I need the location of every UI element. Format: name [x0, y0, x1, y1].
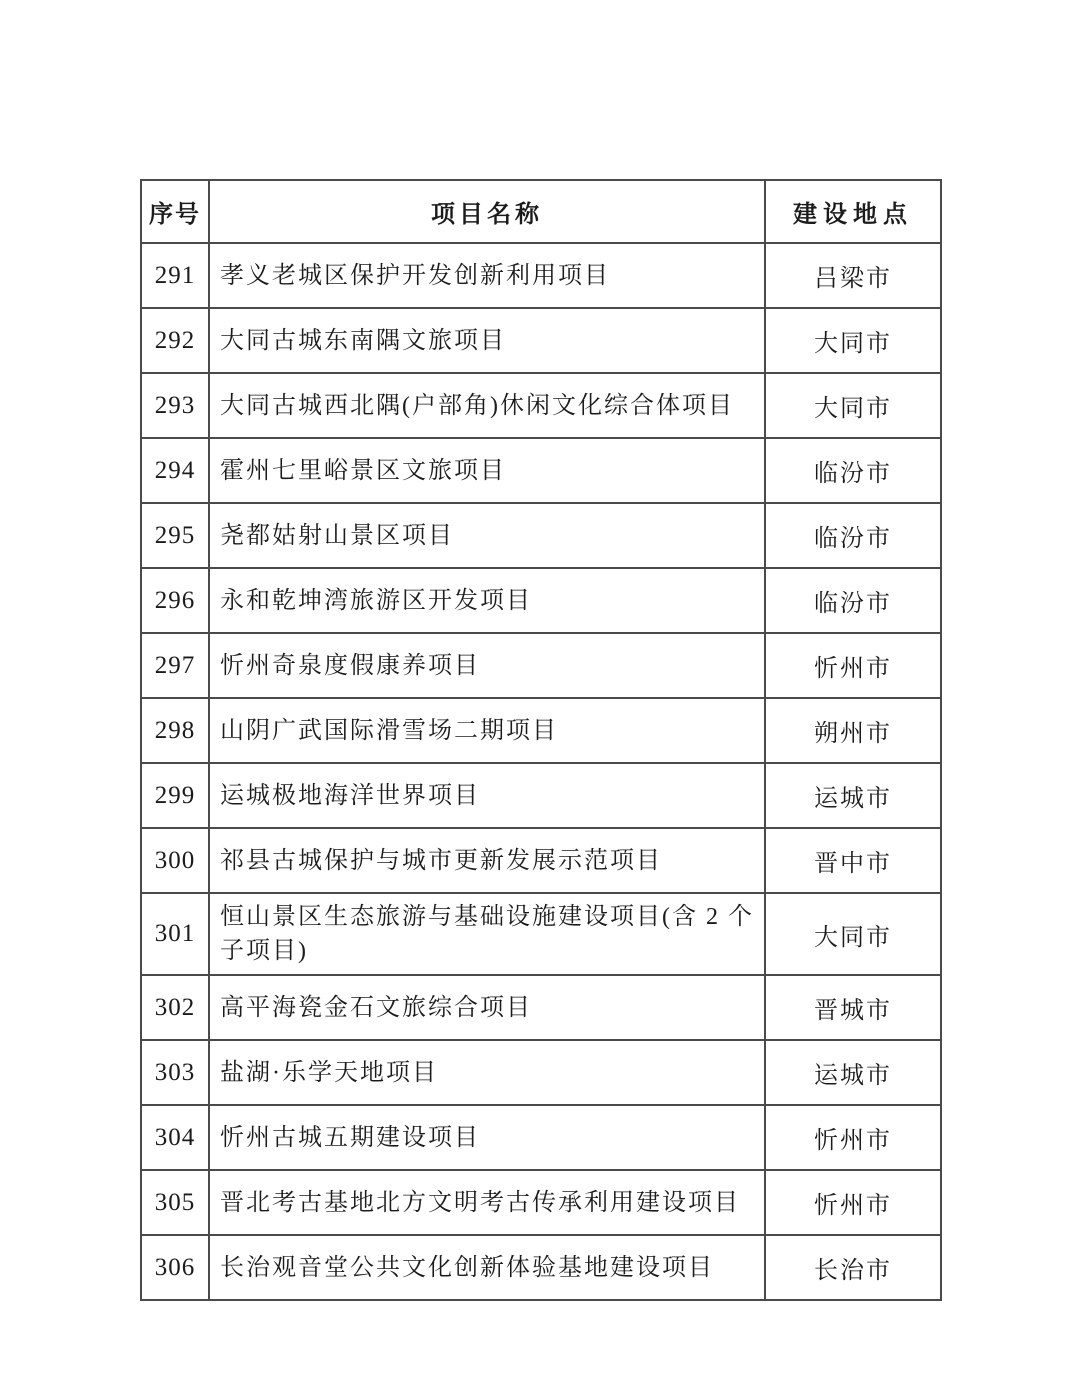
- cell-serial: 305: [141, 1170, 209, 1235]
- cell-serial: 306: [141, 1235, 209, 1300]
- table-row: [141, 763, 941, 828]
- cell-project-name: 大同古城西北隅(户部角)休闲文化综合体项目: [209, 373, 765, 438]
- table-row: [141, 438, 941, 503]
- cell-project-name: 运城极地海洋世界项目: [209, 763, 765, 828]
- cell-location: 运城市: [765, 1040, 941, 1105]
- cell-serial: 300: [141, 828, 209, 893]
- cell-location: 临汾市: [765, 503, 941, 568]
- cell-serial: 304: [141, 1105, 209, 1170]
- cell-project-name: 长治观音堂公共文化创新体验基地建设项目: [209, 1235, 765, 1300]
- cell-project-name: 盐湖·乐学天地项目: [209, 1040, 765, 1105]
- cell-project-name: 尧都姑射山景区项目: [209, 503, 765, 568]
- cell-location: 忻州市: [765, 1105, 941, 1170]
- table-body: [141, 243, 941, 1300]
- table-row: [141, 828, 941, 893]
- cell-project-name: 祁县古城保护与城市更新发展示范项目: [209, 828, 765, 893]
- column-header-location: 建设地点: [765, 180, 941, 243]
- cell-serial: 303: [141, 1040, 209, 1105]
- header-row: [141, 180, 941, 243]
- table-row: [141, 243, 941, 308]
- cell-serial: 297: [141, 633, 209, 698]
- cell-location: 晋中市: [765, 828, 941, 893]
- table-row: [141, 373, 941, 438]
- cell-serial: 299: [141, 763, 209, 828]
- cell-location: 大同市: [765, 308, 941, 373]
- cell-project-name: 霍州七里峪景区文旅项目: [209, 438, 765, 503]
- column-header-serial: 序号: [141, 180, 209, 243]
- cell-serial: 292: [141, 308, 209, 373]
- cell-project-name: 山阴广武国际滑雪场二期项目: [209, 698, 765, 763]
- cell-serial: 301: [141, 893, 209, 975]
- table-row: [141, 1040, 941, 1105]
- table-row: [141, 975, 941, 1040]
- cell-serial: 295: [141, 503, 209, 568]
- projects-table: [140, 179, 942, 1301]
- cell-project-name: 孝义老城区保护开发创新利用项目: [209, 243, 765, 308]
- cell-serial: 293: [141, 373, 209, 438]
- cell-location: 大同市: [765, 893, 941, 975]
- cell-project-name: 高平海瓷金石文旅综合项目: [209, 975, 765, 1040]
- cell-location: 朔州市: [765, 698, 941, 763]
- cell-project-name: 恒山景区生态旅游与基础设施建设项目(含 2 个子项目): [209, 893, 765, 975]
- table-row: [141, 893, 941, 975]
- cell-location: 长治市: [765, 1235, 941, 1300]
- column-header-project-name: 项目名称: [209, 180, 765, 243]
- cell-serial: 296: [141, 568, 209, 633]
- cell-serial: 291: [141, 243, 209, 308]
- table-row: [141, 698, 941, 763]
- table-row: [141, 1170, 941, 1235]
- cell-project-name: 忻州古城五期建设项目: [209, 1105, 765, 1170]
- cell-location: 大同市: [765, 373, 941, 438]
- cell-serial: 294: [141, 438, 209, 503]
- table-row: [141, 633, 941, 698]
- cell-project-name: 忻州奇泉度假康养项目: [209, 633, 765, 698]
- cell-location: 忻州市: [765, 1170, 941, 1235]
- cell-location: 运城市: [765, 763, 941, 828]
- table-row: [141, 1235, 941, 1300]
- cell-location: 晋城市: [765, 975, 941, 1040]
- cell-location: 忻州市: [765, 633, 941, 698]
- cell-project-name: 大同古城东南隅文旅项目: [209, 308, 765, 373]
- cell-project-name: 晋北考古基地北方文明考古传承利用建设项目: [209, 1170, 765, 1235]
- cell-location: 临汾市: [765, 438, 941, 503]
- cell-project-name: 永和乾坤湾旅游区开发项目: [209, 568, 765, 633]
- cell-location: 临汾市: [765, 568, 941, 633]
- cell-serial: 298: [141, 698, 209, 763]
- cell-serial: 302: [141, 975, 209, 1040]
- table-row: [141, 568, 941, 633]
- cell-location: 吕梁市: [765, 243, 941, 308]
- table-row: [141, 308, 941, 373]
- table-row: [141, 503, 941, 568]
- table-row: [141, 1105, 941, 1170]
